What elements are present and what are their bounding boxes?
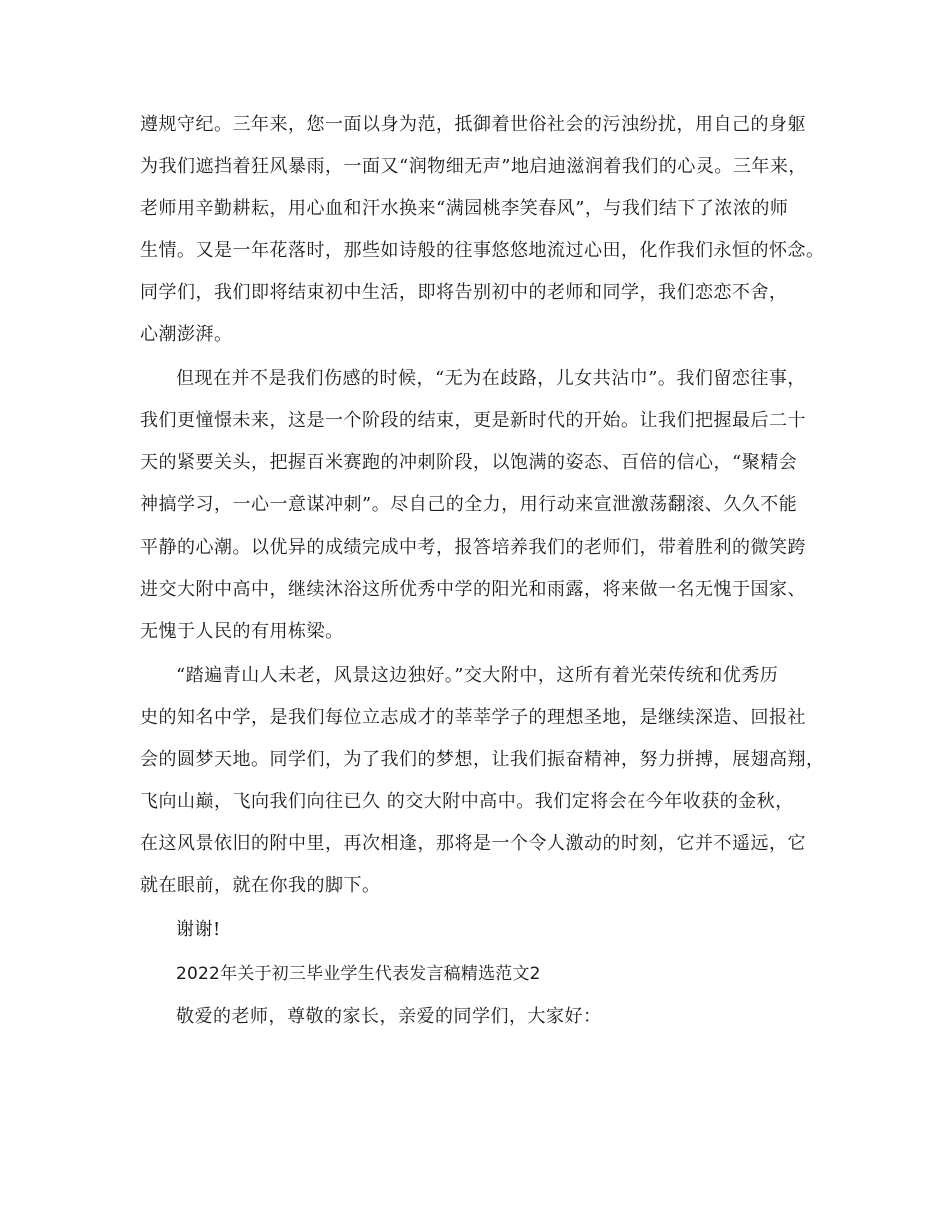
paragraph-line: 平静的心潮。以优异的成绩完成中考，报答培养我们的老师们，带着胜利的微笑跨	[140, 537, 806, 558]
paragraph-line: 神搞学习，一心一意谋冲刺”。尽自己的全力，用行动来宣泄激荡翻滚、久久不能	[140, 494, 798, 515]
paragraph-line: 为我们遮挡着狂风暴雨，一面又“润物细无声”地启迪滋润着我们的心灵。三年来，	[140, 156, 807, 177]
paragraph-line: 我们更憧憬未来，这是一个阶段的结束，更是新时代的开始。让我们把握最后二十	[140, 410, 806, 431]
paragraph-line: 就在眼前，就在你我的脚下。	[140, 875, 381, 896]
paragraph-line: 在这风景依旧的附中里，再次相逢，那将是一个令人激动的时刻，它并不遥远，它	[140, 833, 806, 854]
section-heading: 2022年关于初三毕业学生代表发言稿精选范文2	[176, 964, 541, 984]
paragraph-line: 生情。又是一年花落时，那些如诗般的往事悠悠地流过心田，化作我们永恒的怀念。	[140, 240, 825, 261]
closing-thanks: 谢谢!	[176, 919, 221, 940]
paragraph-line: 飞向山巅，飞向我们向往已久 的交大附中高中。我们定将会在今年收获的金秋，	[140, 791, 794, 812]
paragraph-line: 老师用辛勤耕耘，用心血和汗水换来“满园桃李笑春风”，与我们结下了浓浓的师	[140, 198, 789, 219]
paragraph-line: 无愧于人民的有用栋梁。	[140, 621, 344, 642]
paragraph-line: 心潮澎湃。	[140, 324, 233, 345]
paragraph-line: 遵规守纪。三年来，您一面以身为范，抵御着世俗社会的污浊纷扰，用自己的身躯	[140, 114, 806, 135]
paragraph-line: 天的紧要关头，把握百米赛跑的冲刺阶段，以饱满的姿态、百倍的信心，“聚精会	[140, 452, 798, 473]
paragraph-line: 同学们，我们即将结束初中生活，即将告别初中的老师和同学，我们恋恋不舍，	[140, 282, 788, 303]
paragraph-line: 会的圆梦天地。同学们，为了我们的梦想，让我们振奋精神，努力拼搏，展翅高翔，	[140, 749, 825, 770]
salutation-line: 敬爱的老师，尊敬的家长，亲爱的同学们，大家好：	[176, 1006, 602, 1027]
paragraph-line: 但现在并不是我们伤感的时候，“无为在歧路，儿女共沾巾”。我们留恋往事，	[176, 368, 806, 389]
paragraph-line: “踏遍青山人未老，风景这边独好。”交大附中，这所有着光荣传统和优秀历	[176, 665, 779, 686]
paragraph-line: 进交大附中高中，继续沐浴这所优秀中学的阳光和雨露，将来做一名无愧于国家、	[140, 579, 806, 600]
paragraph-line: 史的知名中学，是我们每位立志成才的莘莘学子的理想圣地，是继续深造、回报社	[140, 707, 806, 728]
